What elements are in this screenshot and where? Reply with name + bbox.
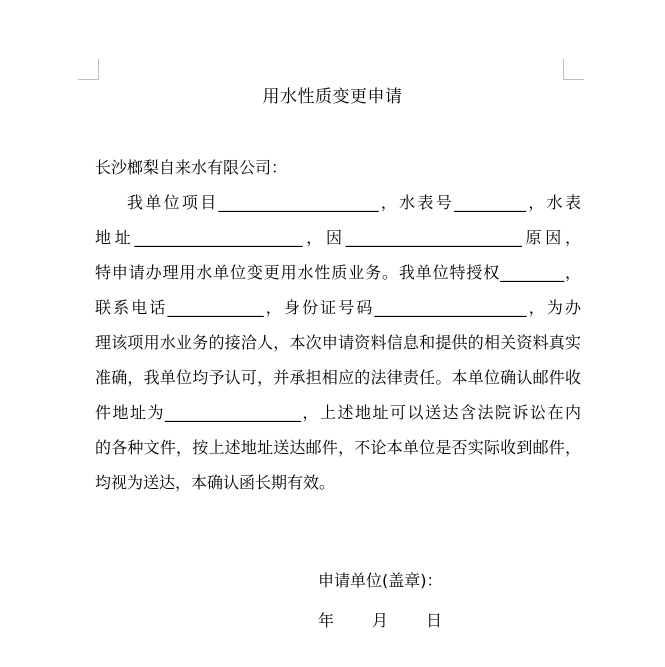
signature-unit-label: 申请单位(盖章)： xyxy=(318,571,443,590)
paragraph-line: 的各种文件，按上述地址送达邮件，不论本单位是否实际收到邮件， xyxy=(95,438,581,457)
document-title: 用水性质变更申请 xyxy=(262,87,403,107)
salutation-line: 长沙榔梨自来水有限公司： xyxy=(95,158,288,177)
paragraph-line: 联系电话____________，身份证号码___________________，为办 xyxy=(95,298,581,317)
date-year-label: 年 xyxy=(318,611,335,630)
paragraph-line: 均视为送达，本确认函长期有效。 xyxy=(95,473,336,492)
paragraph-line: 特申请办理用水单位变更用水性质业务。我单位特授权________， xyxy=(95,263,581,282)
page-margin-mark-top-left xyxy=(78,59,99,80)
paragraph-line: 准确，我单位均予认可，并承担相应的法律责任。本单位确认邮件收 xyxy=(95,368,581,387)
paragraph-line: 件地址为_________________，上述地址可以送达含法院诉讼在内 xyxy=(95,403,581,422)
page-margin-mark-top-right xyxy=(563,59,584,80)
document-body xyxy=(95,150,581,500)
date-line xyxy=(318,611,442,630)
paragraph-line: 理该项用水业务的接洽人，本次申请资料信息和提供的相关资料真实 xyxy=(95,333,581,352)
paragraph-line: 地址_____________________，因______________________原因， xyxy=(95,228,581,247)
paragraph-line: 我单位项目____________________，水表号_________，水表 xyxy=(127,193,581,212)
date-month-label: 月 xyxy=(372,611,389,630)
date-day-label: 日 xyxy=(426,611,443,630)
